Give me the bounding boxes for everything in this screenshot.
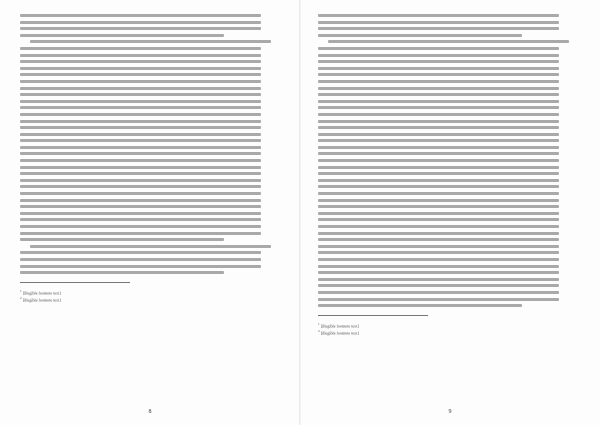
footnote-separator (20, 282, 130, 283)
left-footnote-1: $^1$ [illegible footnote text] (20, 289, 61, 296)
right-footnote-1: $^1$ [illegible footnote text] (318, 322, 359, 329)
left-footnote-2: $^2$ [illegible footnote text] (20, 296, 61, 303)
footnote-separator (318, 315, 428, 316)
right-body-text (318, 14, 580, 307)
right-page (300, 0, 600, 425)
right-footnote-2: $^2$ [illegible footnote text] (318, 329, 359, 336)
right-page-number: 9 (448, 409, 452, 415)
left-body-text (20, 14, 282, 274)
left-page-number: 8 (148, 409, 152, 415)
